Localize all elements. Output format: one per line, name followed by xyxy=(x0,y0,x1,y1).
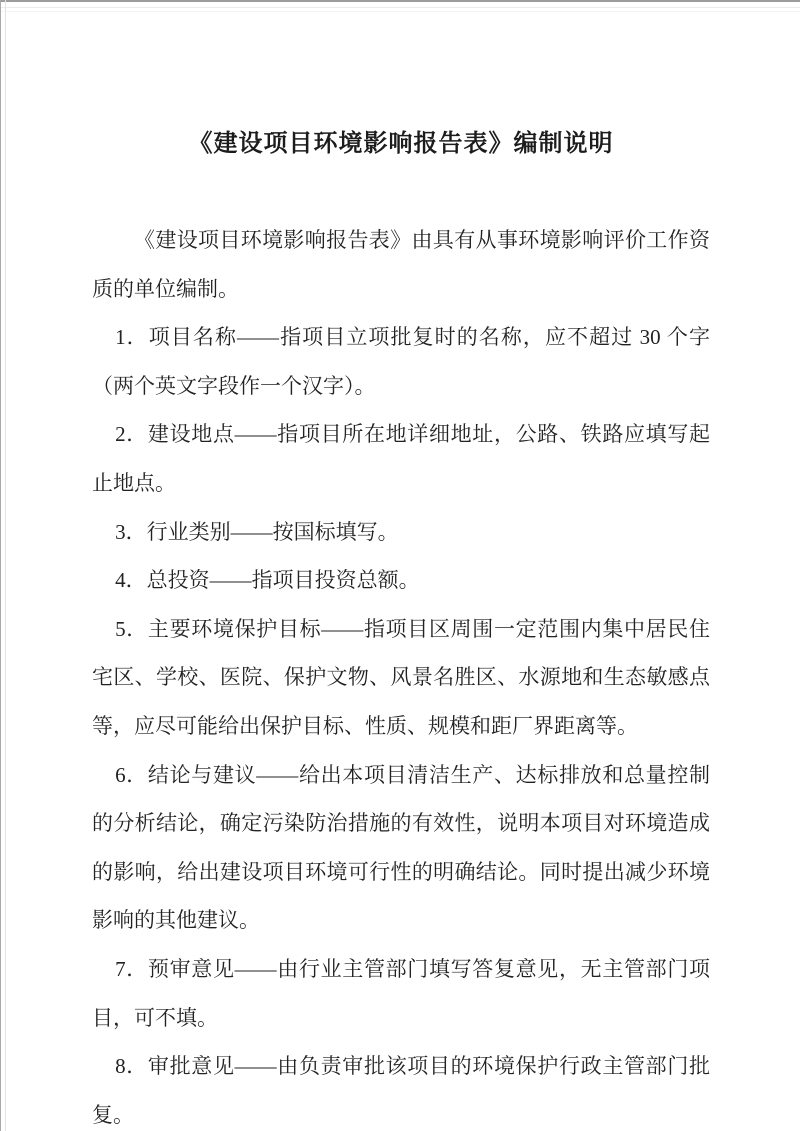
document-content xyxy=(92,120,710,1131)
intro-paragraph: 《建设项目环境影响报告表》由具有从事环境影响评价工作资质的单位编制。 xyxy=(92,228,710,301)
list-item-approval-opinion: 8．审批意见——由负责审批该项目的环境保护行政主管部门批复。 xyxy=(92,1054,710,1127)
document-title: 《建设项目环境影响报告表》编制说明 xyxy=(188,131,614,157)
list-item-preliminary-review: 7．预审意见——由行业主管部门填写答复意见，无主管部门项目，可不填。 xyxy=(92,956,710,1030)
list-item-project-name: 1．项目名称——指项目立项批复时的名称，应不超过 30 个字（两个英文字段作一个汉字）。 xyxy=(92,325,710,398)
list-item-industry-category: 3．行业类别——按国标填写。 xyxy=(115,519,399,544)
page-top-edge-faint xyxy=(0,7,800,8)
page-top-edge xyxy=(0,0,800,2)
list-item-conclusions-suggestions: 6．结论与建议——给出本项目清洁生产、达标排放和总量控制的分析结论，确定污染防治措施的有效性，说明本项目对环境造成的影响，给出建设项目环境可行性的明确结论。同时提出减少环境影响的其他建议。 xyxy=(92,762,710,933)
list-item-protection-targets: 5．主要环境保护目标——指项目区周围一定范围内集中居民住宅区、学校、医院、保护文物、风景名胜区、水源地和生态敏感点等，应尽可能给出保护目标、性质、规模和距厂界距离等。 xyxy=(92,616,710,738)
list-item-total-investment: 4．总投资——指项目投资总额。 xyxy=(115,568,420,593)
page-top-edge-faint2 xyxy=(0,11,800,12)
page-left-edge-faint xyxy=(5,0,6,1131)
list-item-construction-site: 2．建设地点——指项目所在地详细地址，公路、铁路应填写起止地点。 xyxy=(92,422,710,495)
page-left-edge xyxy=(0,0,1,1131)
